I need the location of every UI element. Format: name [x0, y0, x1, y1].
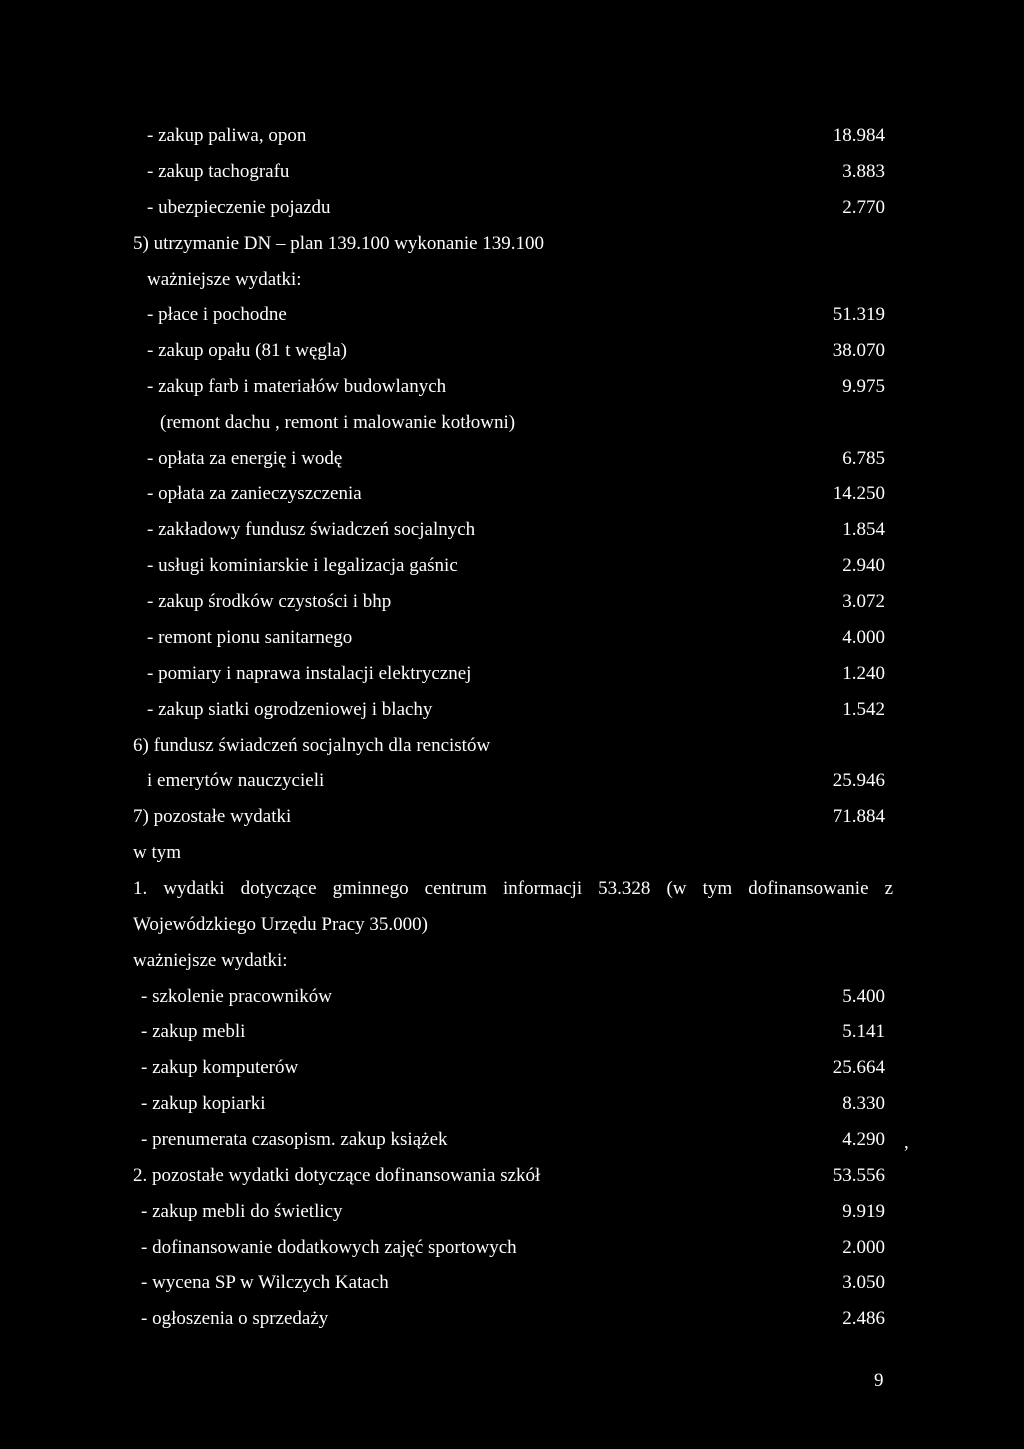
line-label: 6) fundusz świadczeń socjalnych dla rencistów — [133, 735, 491, 756]
budget-line — [147, 584, 885, 620]
line-amount: 2.940 — [842, 555, 885, 576]
line-amount: 3.883 — [842, 161, 885, 182]
budget-line — [147, 548, 885, 584]
line-label: - szkolenie pracowników — [141, 986, 332, 1007]
budget-line — [147, 692, 885, 728]
budget-line — [147, 512, 885, 548]
line-label: - usługi kominiarskie i legalizacja gaśnic — [147, 555, 458, 576]
line-amount: 2.486 — [842, 1308, 885, 1329]
subheading — [147, 262, 885, 298]
line-amount: 5.141 — [842, 1021, 885, 1042]
line-label: w tym — [133, 842, 182, 863]
line-label: - zakładowy fundusz świadczeń socjalnych — [147, 519, 476, 540]
line-amount: 14.250 — [832, 483, 885, 504]
budget-line — [147, 297, 885, 333]
line-amount: 25.664 — [832, 1057, 885, 1078]
line-amount: 9.975 — [842, 376, 885, 397]
line-label: - zakup siatki ogrodzeniowej i blachy — [147, 699, 433, 720]
line-label: (remont dachu , remont i malowanie kotłowni) — [160, 412, 516, 433]
line-amount: 1.542 — [842, 699, 885, 720]
line-label: - zakup tachografu — [147, 161, 290, 182]
line-amount: 8.330 — [842, 1093, 885, 1114]
line-label: i emerytów nauczycieli — [147, 770, 325, 791]
line-label: - zakup farb i materiałów budowlanych — [147, 376, 447, 397]
line-label: - zakup kopiarki — [141, 1093, 266, 1114]
budget-line — [141, 1122, 885, 1158]
budget-line — [141, 1086, 885, 1122]
line-label: - ogłoszenia o sprzedaży — [141, 1308, 329, 1329]
line-label: Wojewódzkiego Urzędu Pracy 35.000) — [133, 914, 428, 935]
line-label: - zakup mebli — [141, 1021, 246, 1042]
line-amount: 2.000 — [842, 1237, 885, 1258]
line-label: 1. wydatki dotyczące gminnego centrum informacji 53.328 (w tym dofinansowanie z — [133, 878, 893, 899]
budget-line — [141, 1194, 885, 1230]
line-amount: 9.919 — [842, 1201, 885, 1222]
line-amount: 51.319 — [832, 304, 885, 325]
subheading — [133, 943, 885, 979]
page-number: 9 — [874, 1370, 884, 1391]
line-label: - zakup paliwa, opon — [147, 125, 307, 146]
budget-line — [147, 620, 885, 656]
line-label: ważniejsze wydatki: — [147, 269, 302, 290]
budget-line — [147, 190, 885, 226]
paragraph-line — [133, 871, 893, 907]
line-label: - opłata za zanieczyszczenia — [147, 483, 362, 504]
section-heading — [133, 728, 885, 764]
line-label: - ubezpieczenie pojazdu — [147, 197, 331, 218]
stray-mark: , — [904, 1132, 909, 1153]
section-heading — [133, 1158, 885, 1194]
budget-line — [147, 656, 885, 692]
line-amount: 5.400 — [842, 986, 885, 1007]
budget-line — [147, 333, 885, 369]
budget-line — [147, 369, 885, 405]
line-amount: 71.884 — [832, 806, 885, 827]
budget-line — [147, 118, 885, 154]
line-label: - zakup opału (81 t węgla) — [147, 340, 347, 361]
line-label: ważniejsze wydatki: — [133, 950, 288, 971]
subheading — [133, 835, 885, 871]
line-amount: 4.000 — [842, 627, 885, 648]
section-heading — [133, 799, 885, 835]
line-amount: 3.050 — [842, 1272, 885, 1293]
budget-line — [141, 1050, 885, 1086]
line-label: - zakup środków czystości i bhp — [147, 591, 392, 612]
budget-line — [141, 1014, 885, 1050]
line-label: - zakup komputerów — [141, 1057, 299, 1078]
line-amount: 25.946 — [832, 770, 885, 791]
line-amount: 2.770 — [842, 197, 885, 218]
line-label: - płace i pochodne — [147, 304, 287, 325]
budget-line — [141, 1265, 885, 1301]
budget-line — [147, 476, 885, 512]
line-label: 7) pozostałe wydatki — [133, 806, 292, 827]
line-amount: 38.070 — [832, 340, 885, 361]
budget-line — [147, 441, 885, 477]
line-label: - wycena SP w Wilczych Katach — [141, 1272, 389, 1293]
budget-line — [147, 763, 885, 799]
paragraph-line — [133, 907, 885, 943]
line-amount: 1.854 — [842, 519, 885, 540]
line-label: - zakup mebli do świetlicy — [141, 1201, 343, 1222]
line-amount: 18.984 — [832, 125, 885, 146]
line-label: - opłata za energię i wodę — [147, 448, 343, 469]
line-label: - pomiary i naprawa instalacji elektrycznej — [147, 663, 472, 684]
section-heading — [133, 226, 885, 262]
line-label: - remont pionu sanitarnego — [147, 627, 353, 648]
line-amount: 3.072 — [842, 591, 885, 612]
note-line — [160, 405, 885, 441]
line-label: - prenumerata czasopism. zakup książek — [141, 1129, 448, 1150]
budget-line — [141, 1230, 885, 1266]
line-label: - dofinansowanie dodatkowych zajęć sportowych — [141, 1237, 517, 1258]
line-label: 2. pozostałe wydatki dotyczące dofinansowania szkół — [133, 1165, 541, 1186]
line-label: 5) utrzymanie DN – plan 139.100 wykonanie 139.100 — [133, 233, 545, 254]
line-amount: 1.240 — [842, 663, 885, 684]
line-amount: 6.785 — [842, 448, 885, 469]
budget-line — [147, 154, 885, 190]
budget-line — [141, 1301, 885, 1337]
line-amount: 4.290 — [842, 1129, 885, 1150]
line-amount: 53.556 — [832, 1165, 885, 1186]
budget-line — [141, 979, 885, 1015]
